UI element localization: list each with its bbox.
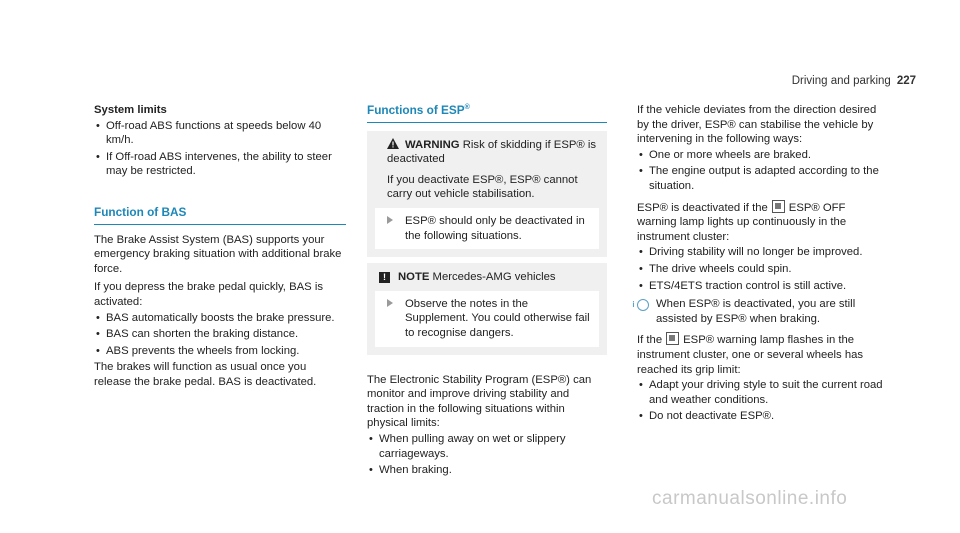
- header-section: Driving and parking: [791, 75, 891, 87]
- list-item: • BAS automatically boosts the brake pressure.: [94, 311, 346, 326]
- esp-paragraph: The Electronic Stability Program (ESP®) can monitor and improve driving stability and traction in the following situations within physical limits:: [367, 373, 592, 430]
- list-item: • Adapt your driving style to suit the current road and weather conditions.: [637, 378, 887, 407]
- arrow-right-icon: [387, 216, 393, 224]
- note-action: Observe the notes in the Supplement. You could otherwise fail to recognise dangers.: [375, 291, 599, 347]
- note-header: [375, 270, 599, 285]
- arrow-right-icon: [387, 299, 393, 307]
- esp-list: [367, 432, 607, 478]
- page-number: 227: [896, 75, 916, 87]
- list-item: • When pulling away on wet or slippery carriageways.: [367, 432, 607, 461]
- esp-off-list: [637, 245, 887, 293]
- watermark: carmanualsonline.info: [652, 488, 848, 509]
- list-item: • Do not deactivate ESP®.: [637, 409, 887, 424]
- bas-list: [94, 311, 346, 359]
- list-item: • ETS/4ETS traction control is still active.: [637, 279, 887, 294]
- note-headline: Mercedes-AMG vehicles: [432, 271, 556, 284]
- esp-off-paragraph: ESP® is deactivated if the ESP® OFF warning lamp lights up continuously in the instrument cluster:: [637, 201, 847, 243]
- warning-headline: Risk of skidding if ESP® is deactivated: [387, 138, 597, 166]
- list-item: • Driving stability will no longer be improved.: [637, 245, 887, 260]
- bas-section-title: Function of BAS: [94, 205, 346, 225]
- note-box: [367, 263, 607, 354]
- bas-paragraph: The brakes will function as usual once you release the brake pedal. BAS is deactivated.: [94, 361, 317, 388]
- warning-header: [375, 138, 599, 167]
- warning-label: WARNING: [405, 138, 460, 151]
- column-middle: [367, 103, 607, 480]
- system-limits-heading: System limits: [94, 104, 167, 116]
- esp-warning-paragraph: If the ESP® warning lamp flashes in the instrument cluster, one or several wheels has reached its grip limit:: [637, 334, 864, 376]
- info-icon: i: [637, 299, 649, 311]
- page-header: [792, 74, 916, 89]
- list-item: • When braking.: [367, 463, 607, 478]
- note-label: NOTE: [398, 271, 430, 284]
- warning-body: If you deactivate ESP®, ESP® cannot carry out vehicle stabilisation.: [387, 173, 578, 201]
- list-item: • One or more wheels are braked.: [637, 148, 887, 163]
- intervention-list: [637, 148, 887, 194]
- exclamation-icon: !: [379, 272, 390, 283]
- esp-off-icon: [772, 200, 785, 213]
- warning-triangle-icon: [387, 138, 399, 149]
- info-note: i When ESP® is deactivated, you are still assisted by ESP® when braking.: [632, 298, 856, 325]
- grip-limit-list: [637, 378, 887, 424]
- list-item: • BAS can shorten the braking distance.: [94, 327, 346, 342]
- bas-paragraph: If you depress the brake pedal quickly, BAS is activated:: [94, 281, 323, 308]
- esp-warning-lamp-icon: [666, 332, 679, 345]
- list-item: • If Off-road ABS intervenes, the ability to steer may be restricted.: [94, 150, 346, 179]
- list-item: • Off-road ABS functions at speeds below 40 km/h.: [94, 119, 346, 148]
- warning-box: [367, 131, 607, 258]
- bas-paragraph: The Brake Assist System (BAS) supports your emergency braking situation with additional brake force.: [94, 233, 342, 275]
- column-right: [632, 103, 887, 426]
- list-item: • The engine output is adapted according to the situation.: [637, 164, 887, 193]
- esp-intervention-paragraph: If the vehicle deviates from the direction desired by the driver, ESP® can stabilise the vehicle by intervening in the following ways:: [637, 104, 877, 146]
- list-item: • The drive wheels could spin.: [637, 262, 887, 277]
- warning-action: ESP® should only be deactivated in the following situations.: [375, 208, 599, 249]
- system-limits-list: [94, 119, 346, 179]
- list-item: • ABS prevents the wheels from locking.: [94, 344, 346, 359]
- esp-section-title: Functions of ESP®: [367, 103, 607, 123]
- column-left: [94, 103, 346, 390]
